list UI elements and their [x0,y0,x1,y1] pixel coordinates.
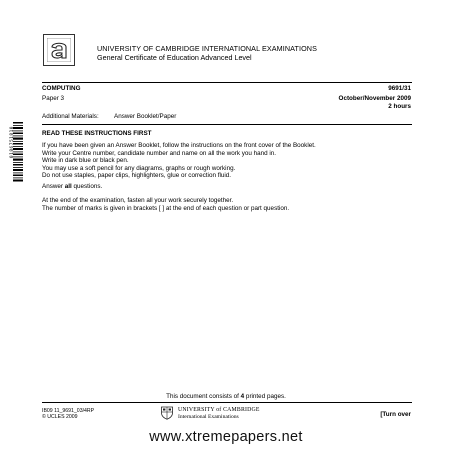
barcode-number: 0186751810 [10,126,15,159]
answer-all: all [64,183,72,190]
pages-number: 4 [240,393,245,400]
footer-international: International Examinations [178,414,239,420]
certificate-name: General Certificate of Education Advanced Level [97,53,252,62]
exam-session: October/November 2009 [338,95,411,102]
document-code: IB09 11_9691_03/4RP [42,408,95,414]
subject: COMPUTING [42,85,81,92]
exam-duration: 2 hours [388,103,411,110]
page-count [0,393,452,400]
end-instruction-line: At the end of the examination, fasten all your work securely together. [42,197,234,204]
pages-prefix: This document consists of [166,393,241,400]
university-name: UNIVERSITY OF CAMBRIDGE INTERNATIONAL EXAMINATIONS [97,44,317,53]
copyright: © UCLES 2009 [42,413,78,420]
cie-logo [43,34,75,66]
end-instruction-line: The number of marks is given in brackets [ ] at the end of each question or part question. [42,205,290,212]
divider-top [42,82,412,83]
paper-number: Paper 3 [42,95,65,102]
divider-middle [42,124,412,125]
instruction-line: Write your Centre number, candidate number and name on all the work you hand in. [42,149,277,157]
paper-code: 9691/31 [388,85,411,92]
materials-label: Additional Materials: [42,113,99,120]
answer-suffix: questions. [71,183,103,190]
materials-value: Answer Booklet/Paper [114,113,177,120]
instruction-line: Write in dark blue or black pen. [42,157,129,164]
instructions-heading: READ THESE INSTRUCTIONS FIRST [42,130,152,137]
crest-icon [160,406,174,420]
letter-a-logo-icon [47,38,71,62]
divider-footer [42,402,412,403]
answer-prefix: Answer [42,183,65,190]
watermark-url: www.xtremepapers.net [149,429,303,445]
document-codes [42,409,94,421]
pages-suffix: printed pages. [244,393,286,400]
instruction-line: You may use a soft pencil for any diagrams, graphs or rough working. [42,164,236,172]
instruction-line: If you have been given an Answer Booklet, follow the instructions on the front cover of the Booklet. [42,142,316,149]
footer-university: UNIVERSITY of CAMBRIDGE [178,407,260,413]
instruction-line: Do not use staples, paper clips, highlighters, glue or correction fluid. [42,172,232,179]
answer-instruction [42,184,102,190]
turn-over: [Turn over [380,411,411,418]
